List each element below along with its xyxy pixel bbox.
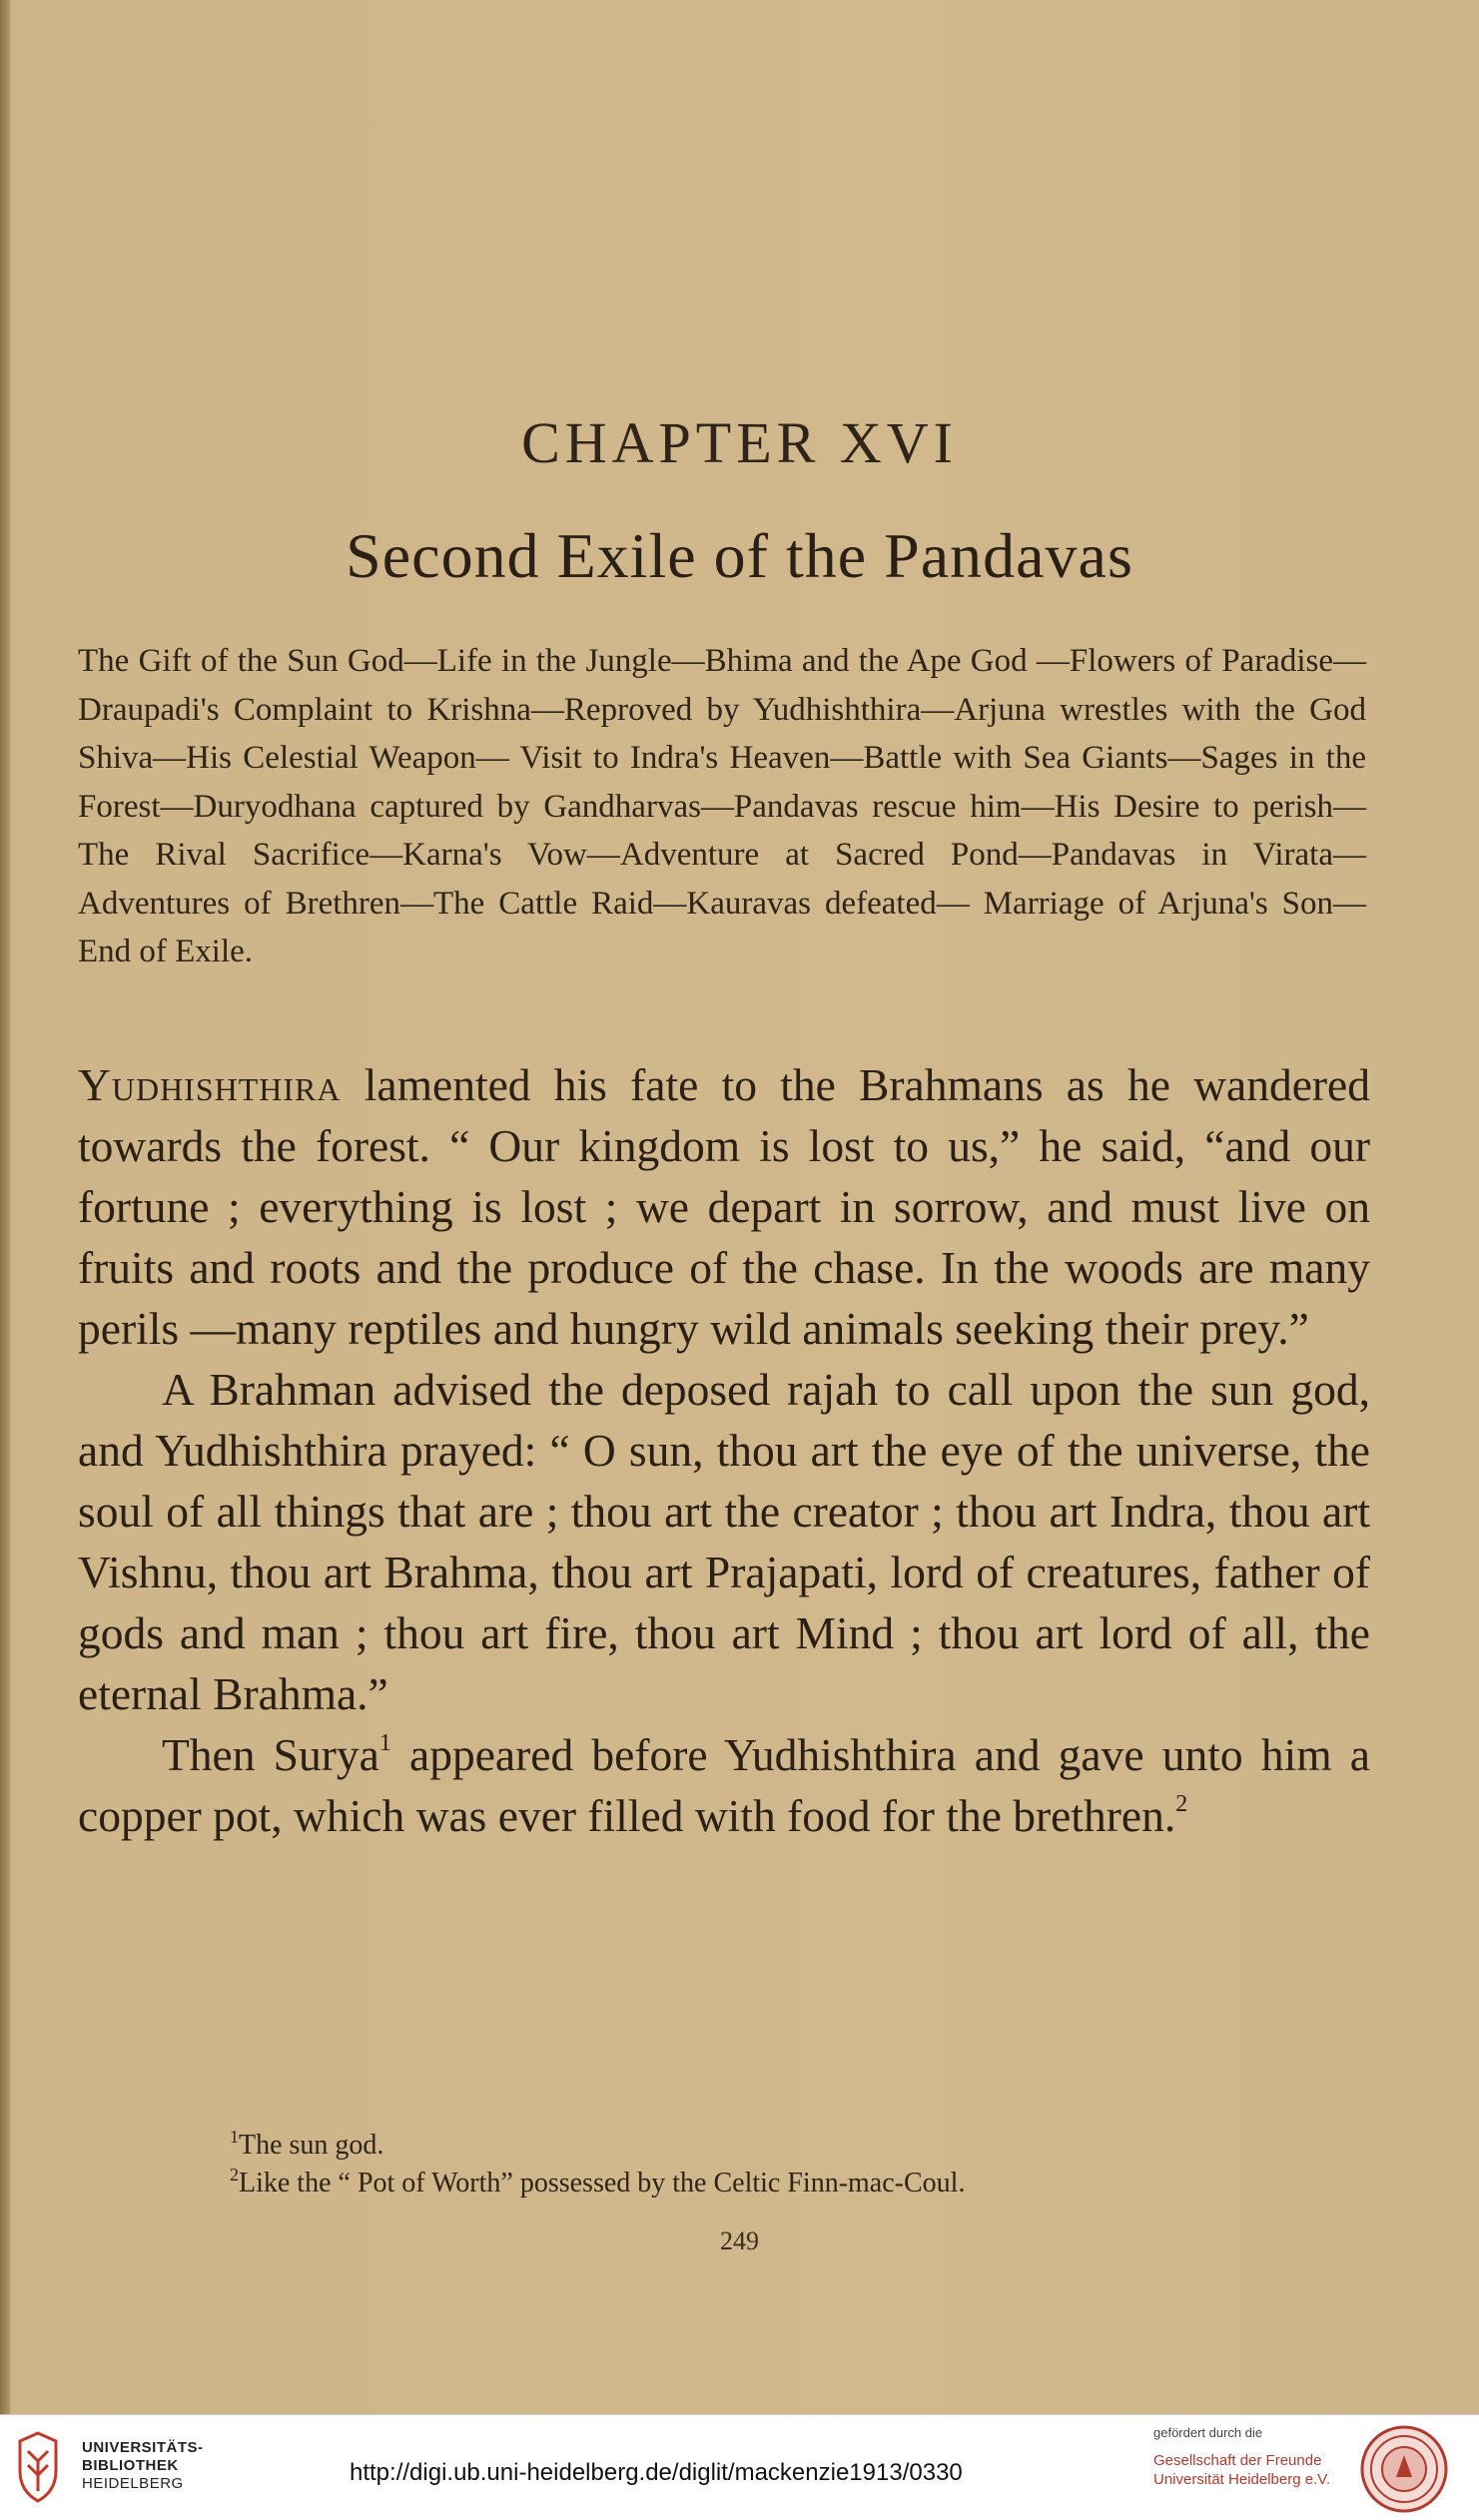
footnote-text-1: The sun god. bbox=[239, 2130, 384, 2161]
chapter-summary: The Gift of the Sun God—Life in the Jungle—Bhima and the Ape God —Flowers of Paradise—Draupadi's Complaint to Krishna—Reproved by Yudhishthira—Arjuna wrestles with the God Shiva—His Celestial Weapon— Visit to Indra's Heaven—Battle with Sea Giants—Sages in the Forest—Duryodhana captured by Gandharvas—Pandavas rescue him—His Desire to perish— The Rival Sacrifice—Karna's Vow—Adventure at Sacred Pond—Pandavas in Virata—Adventures of Brethren—The Cattle Raid—Kauravas defeated— Marriage of Arjuna's Son—End of Exile. bbox=[78, 643, 1366, 969]
paragraph-2: A Brahman advised the deposed rajah to call upon the sun god, and Yudhishthira prayed: “ O sun, thou art the eye of the universe, the soul of all things that are ; thou art the creator ; thou art Indra, thou art Vishnu, thou art Brahma, thou art Prajapati, lord of creatures, father of gods and man ; thou art fire, thou art Mind ; thou art lord of all, the eternal Brahma.” bbox=[78, 1364, 1370, 1719]
footnote-mark-2: 2 bbox=[230, 2165, 239, 2185]
footnote-text-2: Like the “ Pot of Worth” possessed by the Celtic Finn-mac-Coul. bbox=[239, 2168, 966, 2199]
sponsor-block bbox=[1153, 2423, 1330, 2489]
library-name bbox=[82, 2439, 204, 2493]
paragraph-1 bbox=[78, 1054, 1370, 1359]
footer-bar bbox=[0, 2414, 1479, 2520]
footnote-ref-2: 2 bbox=[1175, 1791, 1188, 1817]
document-url-link[interactable]: http://digi.ub.uni-heidelberg.de/diglit/mackenzie1913/0330 bbox=[350, 2459, 963, 2486]
paragraph-3 bbox=[78, 1724, 1370, 1846]
library-name-line-1: UNIVERSITÄTS- bbox=[82, 2439, 204, 2456]
page-number: 249 bbox=[720, 2226, 759, 2255]
library-name-line-2: BIBLIOTHEK bbox=[82, 2457, 179, 2474]
footnotes bbox=[230, 2127, 1348, 2203]
chapter-title: Second Exile of the Pandavas bbox=[346, 520, 1133, 591]
sponsor-intro: gefördert durch die bbox=[1153, 2425, 1263, 2440]
university-seal-icon bbox=[1360, 2425, 1448, 2513]
lead-word: Yudhishthira bbox=[78, 1059, 342, 1110]
sponsor-line-1: Gesellschaft der Freunde bbox=[1153, 2452, 1322, 2469]
footnote-mark-1: 1 bbox=[230, 2127, 239, 2147]
paragraph-3-text-b: appeared before Yudhishthira and gave unto him a copper pot, which was ever filled with food for the brethren. bbox=[78, 1729, 1370, 1841]
library-name-line-3: HEIDELBERG bbox=[82, 2475, 184, 2492]
paragraph-3-text-a: Then Surya bbox=[162, 1729, 379, 1780]
paragraph-1-text: lamented his fate to the Brahmans as he wandered towards the forest. “ Our kingdom is lost to us,” he said, “and our fortune ; everything is lost ; we depart in sorrow, and must live on fruits and roots and the produce of the chase. In the woods are many perils —many reptiles and hungry wild animals seeking their prey.” bbox=[78, 1059, 1370, 1354]
university-library-logo-icon bbox=[14, 2431, 62, 2503]
footnote-1 bbox=[230, 2127, 1348, 2165]
footnote-2 bbox=[230, 2165, 1348, 2203]
chapter-heading: CHAPTER XVI bbox=[521, 410, 958, 475]
sponsor-line-2: Universität Heidelberg e.V. bbox=[1153, 2471, 1331, 2488]
body-text bbox=[78, 1054, 1370, 1846]
book-spine-shadow bbox=[0, 0, 10, 2414]
footnote-ref-1: 1 bbox=[378, 1730, 391, 1756]
